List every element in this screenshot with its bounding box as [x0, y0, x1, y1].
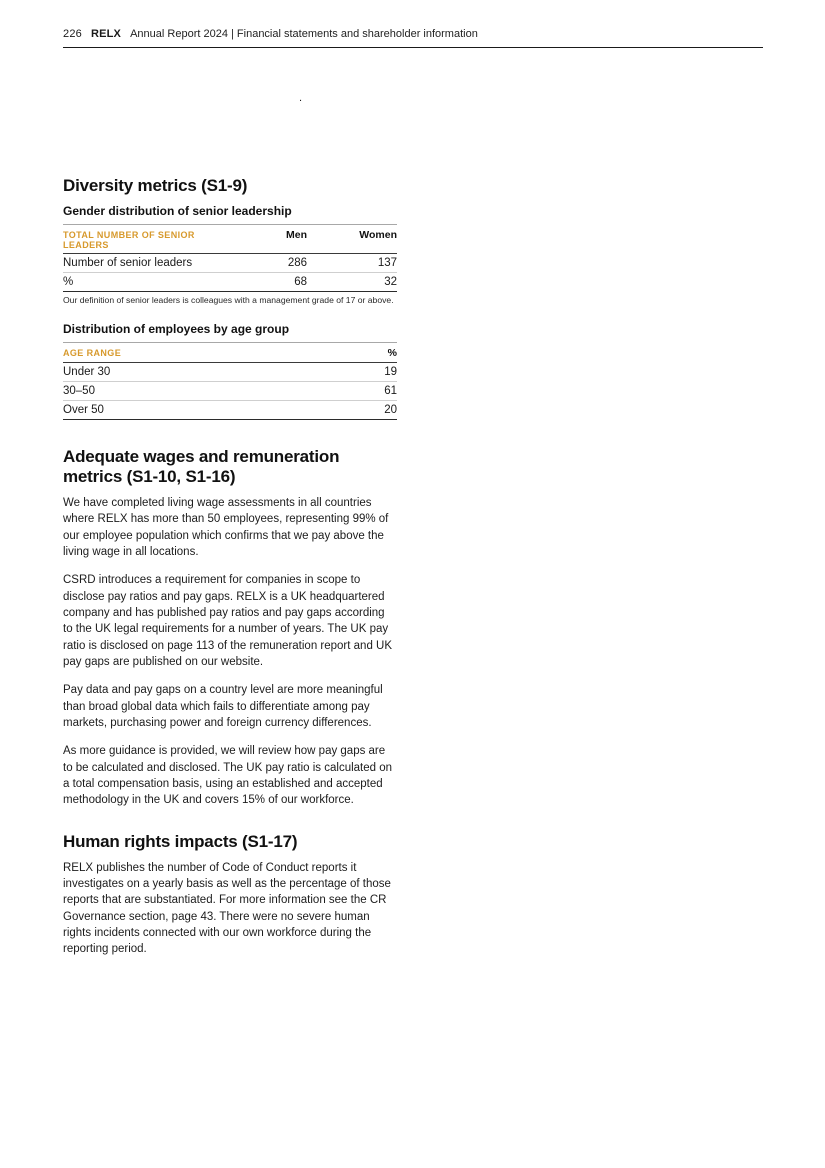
table-row	[63, 273, 397, 292]
row-value-men: 286	[287, 257, 307, 270]
wages-section-heading: Adequate wages and remuneration metrics (S1-10, S1-16)	[63, 447, 340, 487]
gender-table-header-label: TOTAL NUMBER OF SENIOR LEADERS	[63, 230, 195, 251]
row-label: Number of senior leaders	[63, 257, 193, 270]
gender-table-subheading: Gender distribution of senior leadership	[63, 204, 292, 219]
page-number: 226	[63, 28, 82, 40]
table-header-row	[63, 343, 397, 363]
age-table-subheading: Distribution of employees by age group	[63, 322, 290, 337]
human-rights-section-heading: Human rights impacts (S1-17)	[63, 831, 298, 851]
age-distribution-table	[63, 342, 397, 420]
table-row	[63, 382, 397, 401]
gender-table-footnote: Our definition of senior leaders is colleagues with a management grade of 17 or above.	[63, 295, 394, 306]
header-title: Annual Report 2024 | Financial statements and shareholder information	[130, 28, 478, 40]
row-label: Under 30	[63, 366, 111, 379]
page-header	[63, 28, 763, 48]
column-header-women: Women	[359, 229, 397, 242]
row-label: Over 50	[63, 404, 104, 417]
column-header-percent: %	[387, 347, 397, 360]
brand-name: RELX	[90, 28, 122, 40]
wages-paragraph: We have completed living wage assessments in all countries where RELX has more than 50 employees, representing 99% of our employee population which confirms that we pay above the living wage in all locations.	[63, 497, 389, 559]
row-value-women: 137	[377, 257, 397, 270]
column-header-men: Men	[286, 229, 307, 242]
row-value-percent: 20	[384, 404, 397, 417]
row-value-percent: 19	[384, 366, 397, 379]
human-rights-paragraph: RELX publishes the number of Code of Conduct reports it investigates on a yearly basis as well as the percentage of those reports that are substantiated. For more information see the CR Governance section, page 43. There were no severe human rights incidents connected with our own workforce during the reporting period.	[63, 861, 391, 956]
wages-paragraph: CSRD introduces a requirement for companies in scope to disclose pay ratios and pay gaps. RELX is a UK headquartered company and has published pay ratios and pay gaps according to the UK legal requirements for a number of years. The UK pay ratio is disclosed on page 113 of the remuneration report and UK pay gaps are published on our website.	[63, 574, 393, 669]
table-row	[63, 363, 397, 382]
row-label: 30–50	[63, 385, 95, 398]
row-value-men: 68	[294, 276, 307, 289]
wages-paragraph: Pay data and pay gaps on a country level are more meaningful than broad global data which fails to differentiate among pay markets, purchasing power and foreign currency differences.	[63, 684, 383, 730]
row-value-percent: 61	[384, 385, 397, 398]
diversity-section-heading: Diversity metrics (S1-9)	[63, 176, 248, 195]
wages-paragraph: As more guidance is provided, we will review how pay gaps are to be calculated and disclosed. The UK pay ratio is calculated on a total compensation basis, using an established and accepted methodology in the UK and covers 15% of our workforce.	[63, 745, 393, 807]
row-label: %	[63, 276, 74, 289]
table-row	[63, 401, 397, 420]
content-column	[63, 176, 397, 958]
gender-distribution-table	[63, 224, 397, 292]
table-header-row	[63, 225, 397, 254]
age-table-header-label: AGE RANGE	[63, 348, 122, 359]
table-row	[63, 254, 397, 273]
row-value-women: 32	[384, 276, 397, 289]
stray-mark: .	[299, 92, 303, 104]
